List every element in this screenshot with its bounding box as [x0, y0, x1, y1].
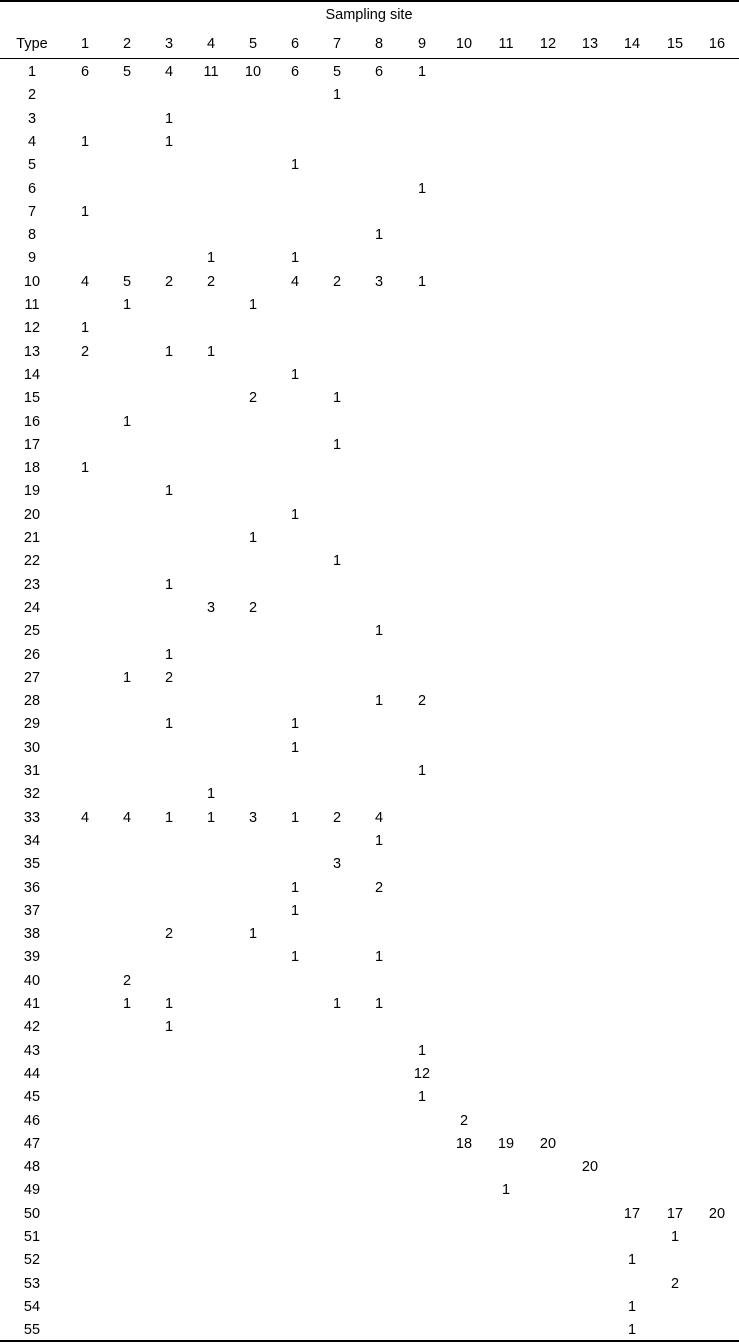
row-type-label: 4	[27, 133, 37, 150]
row-type-label: 17	[23, 436, 41, 453]
table-cell: 2	[206, 273, 216, 290]
table-cell: 1	[374, 949, 384, 966]
table-cell: 2	[248, 599, 258, 616]
table-cell: 1	[374, 227, 384, 244]
table-cell: 1	[290, 809, 300, 826]
row-type-label: 38	[23, 926, 41, 943]
table-cell: 1	[164, 343, 174, 360]
table-cell: 1	[164, 1019, 174, 1036]
row-type-label: 7	[27, 203, 37, 220]
table-cell: 1	[164, 110, 174, 127]
row-type-label: 51	[23, 1229, 41, 1245]
row-type-label: 50	[23, 1205, 41, 1222]
row-type-label: 29	[23, 716, 41, 733]
column-header: 10	[455, 36, 473, 52]
table-cell: 20	[581, 1159, 599, 1176]
row-type-label: 6	[27, 180, 37, 197]
table-cell: 1	[290, 716, 300, 733]
row-type-label: 25	[23, 623, 41, 640]
table-cell: 1	[164, 996, 174, 1012]
table-cell: 2	[122, 972, 132, 989]
table-cell: 1	[670, 1229, 680, 1245]
row-type-label: 30	[23, 739, 41, 756]
table-cell: 2	[164, 669, 174, 686]
table-cell: 6	[374, 64, 384, 80]
row-type-label: 3	[27, 110, 37, 127]
row-type-label: 45	[23, 1089, 41, 1106]
table-cell: 1	[164, 646, 174, 663]
table-cell: 1	[374, 996, 384, 1012]
row-type-label: 47	[23, 1135, 41, 1152]
table-cell: 2	[164, 273, 174, 290]
table-cell: 1	[80, 320, 90, 337]
table-cell: 1	[417, 273, 427, 290]
table-cell: 4	[290, 273, 300, 290]
table-cell: 1	[332, 996, 342, 1012]
row-type-label: 15	[23, 390, 41, 407]
table-cell: 3	[248, 809, 258, 826]
table-cell: 2	[248, 390, 258, 407]
table-cell: 1	[164, 133, 174, 150]
column-header: 1	[80, 36, 90, 52]
column-header: 4	[206, 36, 216, 52]
column-header: 5	[248, 36, 258, 52]
table-cell: 5	[122, 64, 132, 80]
table-cell: 1	[80, 460, 90, 477]
row-type-label: 48	[23, 1159, 41, 1176]
row-type-label: 26	[23, 646, 41, 663]
table-cell: 1	[290, 949, 300, 966]
row-type-label: 40	[23, 972, 41, 989]
table-cell: 1	[206, 250, 216, 267]
table-cell: 1	[374, 693, 384, 710]
row-type-label: 39	[23, 949, 41, 966]
column-header: 11	[498, 36, 514, 52]
table-cell: 1	[290, 879, 300, 896]
table-cell: 1	[122, 996, 132, 1012]
table-cell: 2	[417, 693, 427, 710]
row-type-label: 21	[23, 530, 41, 546]
table-cell: 1	[627, 1252, 637, 1269]
table-cell: 4	[374, 809, 384, 826]
table-cell: 1	[290, 739, 300, 756]
table-cell: 1	[501, 1182, 511, 1199]
table-cell: 1	[332, 390, 342, 407]
column-header: 13	[581, 36, 599, 52]
table-cell: 1	[417, 1089, 427, 1106]
table-cell: 1	[206, 786, 216, 803]
row-type-label: 41	[23, 996, 41, 1012]
table-cell: 2	[670, 1275, 680, 1292]
table-cell: 1	[164, 716, 174, 733]
table-cell: 1	[206, 343, 216, 360]
row-type-label: 14	[23, 366, 41, 383]
table-cell: 1	[374, 832, 384, 849]
column-header: 7	[332, 36, 342, 52]
table-cell: 2	[374, 879, 384, 896]
row-type-label: 46	[23, 1112, 41, 1129]
table-cell: 4	[122, 809, 132, 826]
column-header: 2	[122, 36, 132, 52]
bottom-rule	[0, 1340, 739, 1342]
table-cell: 1	[627, 1322, 637, 1339]
row-type-label: 37	[23, 902, 41, 919]
row-type-label: 9	[27, 250, 37, 267]
row-type-label: 55	[23, 1322, 41, 1339]
table-cell: 6	[290, 64, 300, 80]
table-cell: 20	[708, 1205, 726, 1222]
table-cell: 2	[164, 926, 174, 943]
row-type-label: 19	[23, 483, 41, 500]
table-cell: 1	[290, 157, 300, 174]
table-cell: 1	[248, 530, 258, 546]
row-type-label: 54	[23, 1298, 41, 1315]
row-type-label: 27	[23, 669, 41, 686]
table-cell: 2	[332, 273, 342, 290]
row-type-label: 42	[23, 1019, 41, 1036]
column-spanner-heading: Sampling site	[325, 7, 413, 23]
row-type-label: 53	[23, 1275, 41, 1292]
row-type-label: 44	[23, 1065, 41, 1082]
table-cell: 19	[497, 1135, 515, 1152]
table-cell: 5	[332, 64, 342, 80]
row-type-label: 52	[23, 1252, 41, 1269]
row-type-label: 5	[27, 157, 37, 174]
table-cell: 1	[164, 576, 174, 593]
table-cell: 3	[374, 273, 384, 290]
table-cell: 1	[374, 623, 384, 640]
table-cell: 1	[290, 366, 300, 383]
table-cell: 1	[122, 669, 132, 686]
table-cell: 1	[332, 553, 342, 570]
row-type-label: 31	[23, 763, 41, 779]
header-rule	[0, 58, 739, 59]
table-cell: 1	[417, 763, 427, 779]
table-cell: 17	[623, 1205, 641, 1222]
row-type-label: 28	[23, 693, 41, 710]
table-cell: 1	[164, 483, 174, 500]
table-cell: 2	[459, 1112, 469, 1129]
table-cell: 1	[290, 902, 300, 919]
column-header: 9	[417, 36, 427, 52]
column-header: 3	[164, 36, 174, 52]
table-cell: 1	[248, 297, 258, 313]
table-cell: 5	[122, 273, 132, 290]
row-type-label: 13	[23, 343, 41, 360]
table-cell: 1	[417, 1042, 427, 1059]
row-type-label: 36	[23, 879, 41, 896]
row-type-label: 23	[23, 576, 41, 593]
row-type-label: 49	[23, 1182, 41, 1199]
table-cell: 4	[164, 64, 174, 80]
table-cell: 1	[122, 297, 132, 313]
column-header: 12	[539, 36, 557, 52]
row-type-label: 18	[23, 460, 41, 477]
row-type-label: 20	[23, 506, 41, 523]
table-cell: 2	[80, 343, 90, 360]
table-cell: 1	[122, 413, 132, 430]
row-type-label: 11	[24, 297, 40, 313]
row-type-label: 32	[23, 786, 41, 803]
row-type-label: 34	[23, 832, 41, 849]
column-header: 6	[290, 36, 300, 52]
top-rule	[0, 0, 739, 2]
table-cell: 1	[627, 1298, 637, 1315]
table-cell: 1	[164, 809, 174, 826]
table-cell: 1	[417, 180, 427, 197]
table-cell: 20	[539, 1135, 557, 1152]
table-cell: 17	[666, 1205, 684, 1222]
table-cell: 1	[332, 436, 342, 453]
table-cell: 1	[248, 926, 258, 943]
column-header: 8	[374, 36, 384, 52]
row-type-label: 2	[27, 87, 37, 104]
row-type-label: 35	[23, 856, 41, 873]
table-cell: 1	[80, 133, 90, 150]
column-header: 16	[708, 36, 726, 52]
row-type-label: 24	[23, 599, 41, 616]
table-cell: 1	[206, 809, 216, 826]
column-header: 14	[623, 36, 641, 52]
row-type-label: 22	[23, 553, 41, 570]
table-cell: 1	[332, 87, 342, 104]
table-cell: 1	[80, 203, 90, 220]
table-cell: 1	[290, 250, 300, 267]
row-type-label: 33	[23, 809, 41, 826]
table-cell: 18	[455, 1135, 473, 1152]
row-type-label: 16	[23, 413, 41, 430]
row-type-label: 43	[23, 1042, 41, 1059]
row-type-label: 12	[23, 320, 41, 337]
row-type-label: 8	[27, 227, 37, 244]
table-cell: 12	[413, 1065, 431, 1082]
table-cell: 3	[206, 599, 216, 616]
table-cell: 6	[80, 64, 90, 80]
table-cell: 4	[80, 273, 90, 290]
table-cell: 3	[332, 856, 342, 873]
table-cell: 1	[290, 506, 300, 523]
table-cell: 2	[332, 809, 342, 826]
table-cell: 4	[80, 809, 90, 826]
table-cell: 1	[417, 64, 427, 80]
table-cell: 11	[203, 64, 219, 80]
row-type-label: 1	[27, 64, 37, 80]
row-header-type: Type	[16, 36, 48, 52]
row-type-label: 10	[23, 273, 41, 290]
table-cell: 10	[244, 64, 262, 80]
column-header: 15	[666, 36, 684, 52]
